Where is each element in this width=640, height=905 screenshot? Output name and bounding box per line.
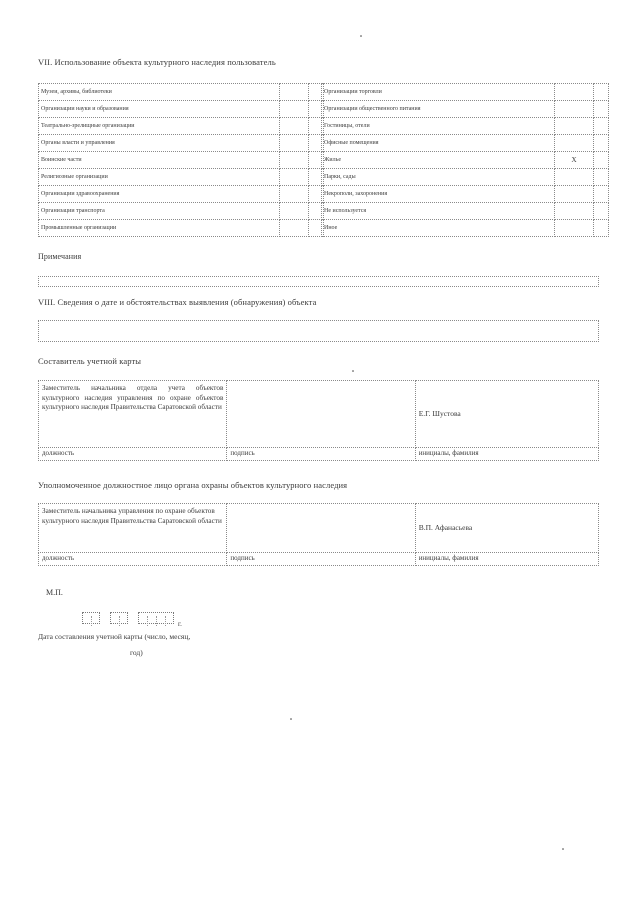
usage-table-left [38, 83, 324, 237]
right-mark-cell[interactable] [555, 186, 594, 203]
right-label: Иное [322, 220, 555, 237]
right-mark-cell[interactable] [555, 135, 594, 152]
left-mark-cell[interactable] [280, 186, 309, 203]
left-row [39, 135, 324, 152]
left-label: Театрально-зрелищные организации [39, 118, 280, 135]
right-row [322, 152, 609, 169]
section8-value [39, 329, 42, 336]
usage-table-right [321, 83, 609, 237]
right-extra-cell [594, 84, 609, 101]
left-label: Воинские части [39, 152, 280, 169]
right-mark-cell[interactable] [555, 220, 594, 237]
right-mark-cell[interactable] [555, 203, 594, 220]
right-extra-cell [594, 220, 609, 237]
right-row [322, 169, 609, 186]
left-row [39, 152, 324, 169]
notes-value [39, 285, 42, 292]
right-mark-cell[interactable] [555, 84, 594, 101]
scan-speck [360, 35, 362, 37]
left-mark-cell[interactable] [280, 135, 309, 152]
left-row [39, 186, 324, 203]
official-col-position: должность [39, 553, 227, 566]
right-extra-cell [594, 118, 609, 135]
right-label: Некрополи, захоронения [322, 186, 555, 203]
left-label: Музеи, архивы, библиотеки [39, 84, 280, 101]
left-row [39, 203, 324, 220]
right-label: Не используется [322, 203, 555, 220]
left-label: Религиозные организации [39, 169, 280, 186]
right-row [322, 203, 609, 220]
stamp-label: М.П. [46, 588, 63, 597]
scan-speck [352, 370, 354, 372]
left-mark-cell[interactable] [280, 152, 309, 169]
official-name: В.П. Афанасьева [415, 504, 598, 553]
compiler-position: Заместитель начальника отдела учета объектов культурного наследия управления по охране объектов культурного наследия Правительства Саратовской области [39, 381, 227, 448]
date-year-box[interactable] [138, 612, 174, 624]
left-label: Органы власти и управления [39, 135, 280, 152]
compiler-col-name: инициалы, фамилия [415, 448, 598, 461]
official-col-signature: подпись [227, 553, 415, 566]
left-row [39, 101, 324, 118]
section8-field[interactable] [38, 320, 599, 342]
date-month-box[interactable] [110, 612, 128, 624]
right-label: Организации общественного питания [322, 101, 555, 118]
left-mark-cell[interactable] [280, 220, 309, 237]
date-day-box[interactable] [82, 612, 100, 624]
scan-speck [562, 848, 564, 850]
section8-title: VIII. Сведения о дате и обстоятельствах выявления (обнаружения) объекта [38, 297, 317, 307]
left-label: Организации здравоохранения [39, 186, 280, 203]
left-label: Организации науки и образования [39, 101, 280, 118]
right-row [322, 220, 609, 237]
official-signature-field[interactable] [227, 504, 415, 553]
right-row [322, 84, 609, 101]
right-row [322, 118, 609, 135]
right-row [322, 101, 609, 118]
right-extra-cell [594, 152, 609, 169]
official-table [38, 503, 599, 566]
right-mark-cell[interactable] [555, 101, 594, 118]
right-mark-cell[interactable] [555, 118, 594, 135]
right-mark-cell[interactable] [555, 169, 594, 186]
date-suffix: г. [178, 620, 182, 628]
right-extra-cell [594, 186, 609, 203]
compiler-signature-field[interactable] [227, 381, 415, 448]
right-extra-cell [594, 169, 609, 186]
compiler-title: Составитель учетной карты [38, 356, 142, 366]
left-row [39, 84, 324, 101]
section7-title: VII. Использование объекта культурного наследия пользователь [38, 57, 276, 67]
right-label: Парки, сады [322, 169, 555, 186]
left-mark-cell[interactable] [280, 118, 309, 135]
left-mark-cell[interactable] [280, 101, 309, 118]
compiler-col-position: должность [39, 448, 227, 461]
notes-label: Примечания [38, 252, 82, 261]
scan-speck [290, 718, 292, 720]
compiler-col-signature: подпись [227, 448, 415, 461]
right-row [322, 135, 609, 152]
left-mark-cell[interactable] [280, 84, 309, 101]
left-label: Промышленные организации [39, 220, 280, 237]
right-extra-cell [594, 101, 609, 118]
right-extra-cell [594, 203, 609, 220]
date-label-line2: год) [130, 648, 143, 657]
notes-field[interactable] [38, 276, 599, 287]
right-label: Офисные помещения [322, 135, 555, 152]
official-position: Заместитель начальника управления по охране объектов культурного наследия Правительства Саратовской области [39, 504, 227, 553]
left-label: Организации транспорта [39, 203, 280, 220]
right-mark-cell[interactable]: X [555, 152, 594, 169]
right-label: Жилье [322, 152, 555, 169]
date-field[interactable] [82, 612, 182, 631]
left-mark-cell[interactable] [280, 169, 309, 186]
right-label: Организации торговли [322, 84, 555, 101]
compiler-name: Е.Г. Шустова [415, 381, 598, 448]
right-row [322, 186, 609, 203]
right-label: Гостиницы, отели [322, 118, 555, 135]
official-col-name: инициалы, фамилия [415, 553, 598, 566]
date-label-line1: Дата составления учетной карты (число, месяц, [38, 632, 191, 641]
compiler-table [38, 380, 599, 461]
right-extra-cell [594, 135, 609, 152]
left-row [39, 169, 324, 186]
left-row [39, 118, 324, 135]
left-mark-cell[interactable] [280, 203, 309, 220]
official-title: Уполномоченное должностное лицо органа охраны объектов культурного наследия [38, 480, 348, 490]
left-row [39, 220, 324, 237]
